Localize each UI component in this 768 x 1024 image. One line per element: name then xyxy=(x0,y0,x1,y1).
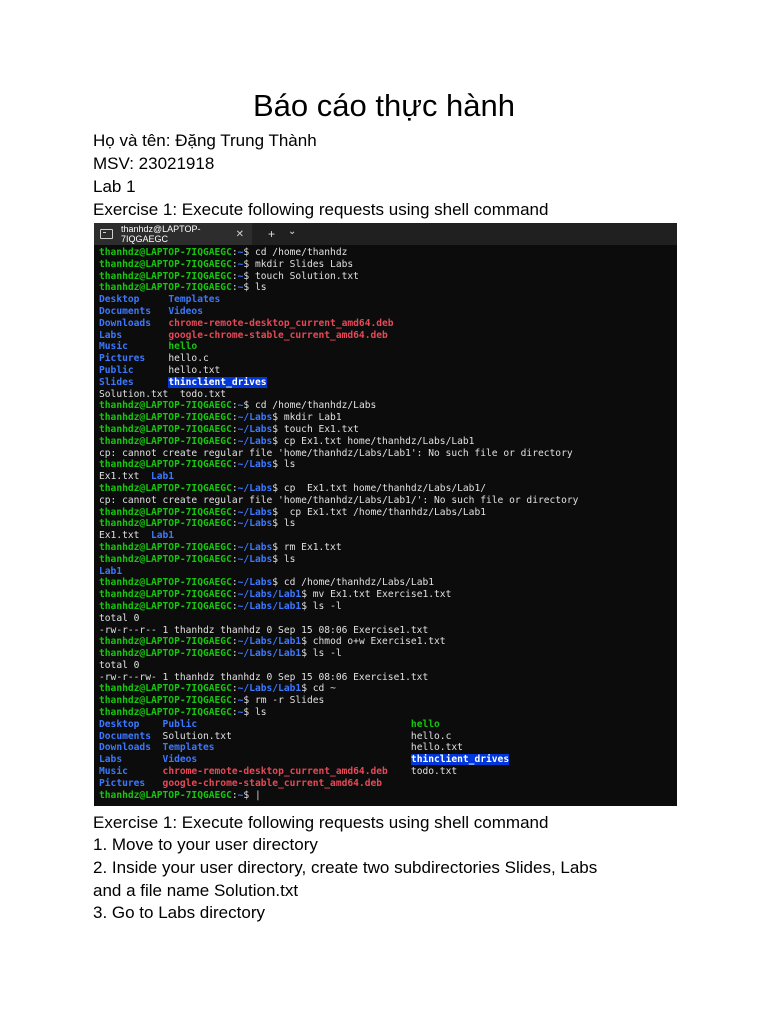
terminal-text-segment: ~/Labs/Lab1 xyxy=(237,648,302,660)
terminal-text-segment: Public xyxy=(162,718,411,730)
step-1: 1. Move to your user directory xyxy=(93,835,318,854)
terminal-text-segment: Downloads xyxy=(99,742,163,754)
terminal-text-segment: : xyxy=(231,518,238,530)
highlighted-directory: thinclient_drives xyxy=(168,376,267,388)
terminal-line xyxy=(99,306,677,318)
terminal-text-segment: google-chrome-stable_current_amd64.deb xyxy=(162,777,383,789)
terminal-text-segment: $ touch Ex1.txt xyxy=(272,423,359,435)
terminal-text-segment: Templates xyxy=(162,742,411,754)
terminal-text-segment: Slides xyxy=(99,376,169,388)
terminal-text-segment: thanhdz@LAPTOP-7IQGAEGC xyxy=(99,695,232,707)
terminal-text-segment: ~ xyxy=(237,695,244,707)
terminal-text-segment: -rw-r--rw- 1 thanhdz thanhdz 0 Sep 15 08:06 Exercise1.txt xyxy=(99,671,429,683)
terminal-line xyxy=(99,683,677,695)
terminal-text-segment: $ rm -r Slides xyxy=(243,695,325,707)
terminal-text-segment: $ ls xyxy=(272,459,296,471)
exercise-heading-repeat: Exercise 1: Execute following requests using shell command xyxy=(93,813,549,832)
terminal-line xyxy=(99,424,677,436)
terminal-line xyxy=(99,330,677,342)
terminal-text-segment: thanhdz@LAPTOP-7IQGAEGC xyxy=(99,600,232,612)
terminal-text-segment: : xyxy=(231,695,238,707)
terminal-line xyxy=(99,400,677,412)
terminal-line xyxy=(99,518,677,530)
terminal-text-segment: total 0 xyxy=(99,612,140,624)
terminal-text-segment: $ cp Ex1.txt home/thanhdz/Labs/Lab1 xyxy=(272,435,475,447)
terminal-text-segment: Solution.txt xyxy=(162,730,411,742)
step-2-continued: and a file name Solution.txt xyxy=(93,881,299,900)
terminal-icon xyxy=(100,229,113,239)
terminal-text-segment: google-chrome-stable_current_amd64.deb xyxy=(168,329,388,341)
terminal-line xyxy=(99,695,677,707)
terminal-line xyxy=(99,282,677,294)
terminal-output[interactable] xyxy=(94,245,677,801)
terminal-line xyxy=(99,377,677,389)
terminal-text-segment: ~ xyxy=(237,282,244,294)
terminal-text-segment: ~/Labs xyxy=(237,412,273,424)
terminal-text-segment: thanhdz@LAPTOP-7IQGAEGC xyxy=(99,247,232,258)
terminal-line xyxy=(99,483,677,495)
terminal-text-segment: : xyxy=(231,600,238,612)
terminal-text-segment: : xyxy=(231,412,238,424)
terminal-line xyxy=(99,542,677,554)
terminal-text-segment: Pictures xyxy=(99,353,169,365)
terminal-line xyxy=(99,766,677,778)
terminal-text-segment: $ cd /home/thanhdz xyxy=(243,247,348,258)
terminal-text-segment: thanhdz@LAPTOP-7IQGAEGC xyxy=(99,683,232,695)
terminal-text-segment: thanhdz@LAPTOP-7IQGAEGC xyxy=(99,258,232,270)
terminal-line xyxy=(99,436,677,448)
terminal-line xyxy=(99,707,677,719)
terminal-text-segment: hello.c xyxy=(168,353,209,365)
terminal-text-segment: Lab1 xyxy=(99,565,123,577)
terminal-text-segment: hello.txt xyxy=(410,742,463,754)
terminal-line xyxy=(99,459,677,471)
highlighted-directory: thinclient_drives xyxy=(410,754,510,766)
terminal-text-segment: Lab1 xyxy=(150,471,175,483)
terminal-text-segment: Desktop xyxy=(99,718,163,730)
close-icon[interactable]: ✕ xyxy=(235,228,244,240)
terminal-text-segment: ~/Labs/Lab1 xyxy=(237,589,302,601)
terminal-text-segment: cp: cannot create regular file 'home/thanhdz/Labs/Lab1/': No such file or directory xyxy=(99,494,579,506)
terminal-text-segment: thanhdz@LAPTOP-7IQGAEGC xyxy=(99,648,232,660)
terminal-text-segment: Documents xyxy=(99,730,163,742)
terminal-text-segment: todo.txt xyxy=(410,766,458,778)
terminal-text-segment: thanhdz@LAPTOP-7IQGAEGC xyxy=(99,423,232,435)
terminal-text-segment: : xyxy=(231,258,238,270)
terminal-line xyxy=(99,754,677,766)
terminal-line xyxy=(99,613,677,625)
terminal-line xyxy=(99,778,677,790)
terminal-line xyxy=(99,294,677,306)
terminal-text-segment: cp: cannot create regular file 'home/thanhdz/Labs/Lab1': No such file or directory xyxy=(99,447,573,459)
terminal-text-segment: Templates xyxy=(168,294,221,306)
terminal-text-segment: $ xyxy=(243,789,255,801)
terminal-text-segment: $ cp Ex1.txt home/thanhdz/Labs/Lab1/ xyxy=(272,482,487,494)
terminal-text-segment: total 0 xyxy=(99,659,140,671)
terminal-line xyxy=(99,448,677,460)
terminal-line xyxy=(99,731,677,743)
terminal-text-segment: : xyxy=(231,459,238,471)
terminal-text-segment: : xyxy=(231,707,238,719)
terminal-line xyxy=(99,625,677,637)
terminal-text-segment: ~ xyxy=(237,400,244,412)
msv-line: MSV: 23021918 xyxy=(93,154,215,173)
terminal-text-segment: ~/Labs/Lab1 xyxy=(237,636,302,648)
terminal-text-segment: Videos xyxy=(162,754,411,766)
terminal-text-segment: $ ls -l xyxy=(301,600,342,612)
terminal-line xyxy=(99,719,677,731)
terminal-text-segment: hello xyxy=(168,341,198,353)
terminal-text-segment: $ touch Solution.txt xyxy=(243,270,359,282)
terminal-text-segment: Solution.txt todo.txt xyxy=(99,388,227,400)
terminal-text-segment: $ cd /home/thanhdz/Labs/Lab1 xyxy=(272,577,435,589)
terminal-text-segment: $ ls -l xyxy=(301,648,342,660)
terminal-text-segment: hello xyxy=(410,718,440,730)
terminal-text-segment: : xyxy=(231,482,238,494)
terminal-line xyxy=(99,271,677,283)
terminal-text-segment: Music xyxy=(99,341,169,353)
terminal-text-segment: ~ xyxy=(237,270,244,282)
terminal-text-segment: Desktop xyxy=(99,294,169,306)
terminal-text-segment: hello.c xyxy=(410,730,452,742)
terminal-text-segment: Lab1 xyxy=(150,530,175,542)
terminal-text-segment: thanhdz@LAPTOP-7IQGAEGC xyxy=(99,270,232,282)
terminal-text-segment: ~ xyxy=(237,707,244,719)
step-3: 3. Go to Labs directory xyxy=(93,903,265,922)
terminal-text-segment xyxy=(388,766,411,777)
terminal-text-segment: : xyxy=(231,270,238,282)
terminal-text-segment: ~/Labs xyxy=(237,553,273,565)
terminal-text-segment: $ cd ~ xyxy=(301,683,336,695)
terminal-text-segment: : xyxy=(231,435,238,447)
terminal-text-segment: ~/Labs xyxy=(237,435,273,447)
terminal-line xyxy=(99,742,677,754)
terminal-line xyxy=(99,566,677,578)
terminal-text-segment: Ex1.txt xyxy=(99,530,151,542)
terminal-text-segment: ~/Labs xyxy=(237,541,273,553)
terminal-line xyxy=(99,353,677,365)
terminal-line xyxy=(99,530,677,542)
terminal-text-segment: : xyxy=(231,577,238,589)
terminal-text-segment: thanhdz@LAPTOP-7IQGAEGC xyxy=(99,435,232,447)
terminal-text-segment: ~/Labs xyxy=(237,506,273,518)
terminal-line xyxy=(99,412,677,424)
name-line: Họ và tên: Đặng Trung Thành xyxy=(93,131,317,150)
terminal-text-segment: thanhdz@LAPTOP-7IQGAEGC xyxy=(99,412,232,424)
terminal-text-segment: thanhdz@LAPTOP-7IQGAEGC xyxy=(99,506,232,518)
terminal-line xyxy=(99,589,677,601)
terminal-text-segment: : xyxy=(231,648,238,660)
terminal-text-segment: ~/Labs/Lab1 xyxy=(237,683,302,695)
terminal-text-segment: thanhdz@LAPTOP-7IQGAEGC xyxy=(99,282,232,294)
terminal-text-segment: : xyxy=(231,247,238,258)
terminal-text-segment: : xyxy=(231,589,238,601)
terminal-tab-bar xyxy=(94,223,677,245)
terminal-text-segment: : xyxy=(231,553,238,565)
terminal-text-segment: ~/Labs xyxy=(237,459,273,471)
terminal-text-segment: Pictures xyxy=(99,777,163,789)
terminal-line xyxy=(99,247,677,259)
terminal-text-segment: Labs xyxy=(99,754,163,766)
terminal-line xyxy=(99,577,677,589)
terminal-line xyxy=(99,636,677,648)
terminal-text-segment: ~ xyxy=(237,258,244,270)
terminal-text-segment: $ rm Ex1.txt xyxy=(272,541,342,553)
terminal-line xyxy=(99,389,677,401)
terminal-text-segment: : xyxy=(231,282,238,294)
terminal-text-segment: thanhdz@LAPTOP-7IQGAEGC xyxy=(99,541,232,553)
terminal-text-segment: chrome-remote-desktop_current_amd64.deb xyxy=(168,317,394,329)
terminal-line xyxy=(99,672,677,684)
new-tab-button[interactable]: + xyxy=(268,227,276,241)
terminal-text-segment: Labs xyxy=(99,329,169,341)
terminal-line xyxy=(99,601,677,613)
terminal-line xyxy=(99,495,677,507)
terminal-text-segment: : xyxy=(231,506,238,518)
terminal-text-segment: ~ xyxy=(237,247,244,258)
terminal-line xyxy=(99,365,677,377)
terminal-line xyxy=(99,318,677,330)
terminal-text-segment: thanhdz@LAPTOP-7IQGAEGC xyxy=(99,459,232,471)
terminal-text-segment: thanhdz@LAPTOP-7IQGAEGC xyxy=(99,636,232,648)
terminal-text-segment: $ ls xyxy=(243,707,267,719)
chevron-down-icon[interactable]: ⌄ xyxy=(288,226,297,237)
terminal-text-segment: ~ xyxy=(237,789,244,801)
terminal-text-segment: Videos xyxy=(168,305,203,317)
terminal-text-segment: : xyxy=(231,683,238,695)
terminal-text-segment: Public xyxy=(99,364,169,376)
terminal-text-segment: ~/Labs/Lab1 xyxy=(237,600,302,612)
terminal-text-segment: hello.txt xyxy=(168,364,221,376)
terminal-line xyxy=(99,648,677,660)
terminal-line xyxy=(99,554,677,566)
terminal-line xyxy=(99,471,677,483)
terminal-text-segment: thanhdz@LAPTOP-7IQGAEGC xyxy=(99,553,232,565)
terminal-text-segment: thanhdz@LAPTOP-7IQGAEGC xyxy=(99,577,232,589)
terminal-text-segment: $ ls xyxy=(272,553,296,565)
terminal-tab-title: thanhdz@LAPTOP-7IQGAEGC xyxy=(121,224,201,244)
terminal-text-segment: | xyxy=(254,789,261,801)
terminal-text-segment: -rw-r--r-- 1 thanhdz thanhdz 0 Sep 15 08:06 Exercise1.txt xyxy=(99,624,429,636)
terminal-text-segment: Documents xyxy=(99,305,169,317)
terminal-text-segment: $ mkdir Slides Labs xyxy=(243,258,354,270)
terminal-text-segment: thanhdz@LAPTOP-7IQGAEGC xyxy=(99,518,232,530)
terminal-text-segment: : xyxy=(231,423,238,435)
terminal-text-segment: thanhdz@LAPTOP-7IQGAEGC xyxy=(99,789,232,801)
exercise-heading: Exercise 1: Execute following requests using shell command xyxy=(93,200,549,219)
terminal-text-segment: : xyxy=(231,636,238,648)
terminal-text-segment: ~/Labs xyxy=(237,577,273,589)
terminal-text-segment: $ ls xyxy=(243,282,267,294)
terminal-text-segment: : xyxy=(231,541,238,553)
terminal-text-segment: ~/Labs xyxy=(237,518,273,530)
terminal-line xyxy=(99,790,677,802)
terminal-text-segment: $ ls xyxy=(272,518,296,530)
terminal-text-segment: Music xyxy=(99,766,163,778)
terminal-text-segment: thanhdz@LAPTOP-7IQGAEGC xyxy=(99,482,232,494)
terminal-line xyxy=(99,341,677,353)
terminal-text-segment: thanhdz@LAPTOP-7IQGAEGC xyxy=(99,589,232,601)
terminal-text-segment: : xyxy=(231,400,238,412)
terminal-text-segment: $ cp Ex1.txt /home/thanhdz/Labs/Lab1 xyxy=(272,506,487,518)
step-2: 2. Inside your user directory, create two subdirectories Slides, Labs xyxy=(93,858,598,877)
terminal-text-segment: $ cd /home/thanhdz/Labs xyxy=(243,400,377,412)
terminal-line xyxy=(99,507,677,519)
terminal-text-segment: $ mv Ex1.txt Exercise1.txt xyxy=(301,589,452,601)
terminal-screenshot xyxy=(94,223,677,806)
terminal-text-segment: $ mkdir Lab1 xyxy=(272,412,342,424)
terminal-text-segment: Downloads xyxy=(99,317,169,329)
terminal-text-segment: ~/Labs xyxy=(237,482,273,494)
terminal-text-segment: Ex1.txt xyxy=(99,471,151,483)
terminal-text-segment: thanhdz@LAPTOP-7IQGAEGC xyxy=(99,400,232,412)
terminal-text-segment: $ chmod o+w Exercise1.txt xyxy=(301,636,446,648)
terminal-line xyxy=(99,660,677,672)
terminal-tab[interactable] xyxy=(94,223,252,245)
terminal-text-segment: ~/Labs xyxy=(237,423,273,435)
terminal-text-segment: thanhdz@LAPTOP-7IQGAEGC xyxy=(99,707,232,719)
lab-line: Lab 1 xyxy=(93,177,136,196)
terminal-text-segment: : xyxy=(231,789,238,801)
page-title: Báo cáo thực hành xyxy=(252,88,516,123)
terminal-line xyxy=(99,259,677,271)
terminal-text-segment: chrome-remote-desktop_current_amd64.deb xyxy=(162,766,388,778)
